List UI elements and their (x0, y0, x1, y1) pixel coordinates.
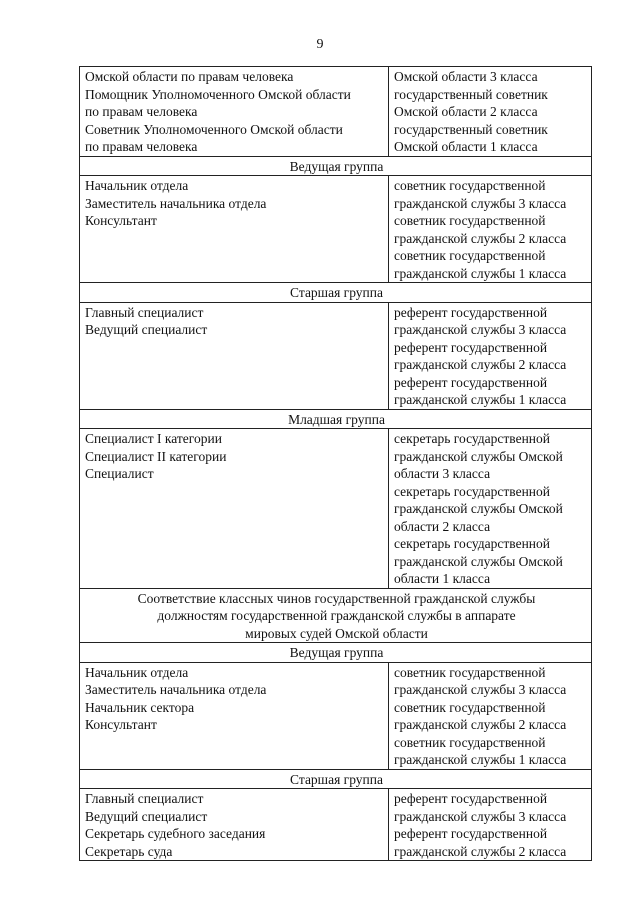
class-rank-line: гражданской службы 2 класса (394, 717, 567, 732)
class-rank-line: гражданской службы 2 класса (394, 843, 567, 859)
group-row (80, 156, 592, 176)
position-line: Начальник сектора (85, 699, 195, 715)
class-rank-line: советник государственной (394, 213, 546, 228)
position-line: Специалист (85, 466, 154, 481)
position-line: Консультант (85, 717, 157, 732)
class-rank-line: Омской области 2 класса (394, 104, 538, 119)
group-row (80, 283, 592, 303)
class-ranks-cell (389, 429, 592, 589)
group-row (80, 409, 592, 429)
position-line: Секретарь суда (85, 843, 173, 859)
class-ranks-cell (389, 302, 592, 409)
group-row (80, 643, 592, 663)
class-rank-line: области 3 класса (394, 466, 491, 481)
class-rank-line: Омской области 1 класса (394, 139, 538, 154)
class-rank-line: гражданской службы 2 класса (394, 230, 567, 246)
position-line: Специалист II категории (85, 448, 227, 464)
class-rank-line: секретарь государственной (394, 483, 551, 499)
class-rank-line: гражданской службы 3 класса (394, 195, 567, 211)
group-title: Ведущая группа (80, 156, 592, 176)
position-line: Омской области по правам человека (85, 69, 294, 84)
class-rank-line: гражданской службы 2 класса (394, 357, 567, 372)
class-rank-table (79, 66, 592, 861)
class-ranks-cell (389, 176, 592, 283)
position-line: Заместитель начальника отдела (85, 195, 267, 211)
position-row (80, 429, 592, 589)
class-rank-line: гражданской службы 1 класса (394, 752, 567, 767)
position-line: Советник Уполномоченного Омской области (85, 121, 343, 137)
group-title: Старшая группа (80, 769, 592, 789)
position-line: Помощник Уполномоченного Омской области (85, 86, 351, 102)
table-body (80, 67, 592, 861)
group-title: Младшая группа (80, 409, 592, 429)
class-rank-line: советник государственной (394, 178, 546, 193)
position-line: Заместитель начальника отдела (85, 682, 267, 697)
class-rank-line: секретарь государственной (394, 536, 551, 551)
group-row (80, 769, 592, 789)
position-row (80, 662, 592, 769)
class-ranks-cell (389, 662, 592, 769)
class-rank-line: гражданской службы Омской (394, 448, 563, 464)
class-rank-line: гражданской службы Омской (394, 553, 563, 569)
section-heading-line: мировых судей Омской области (245, 625, 428, 641)
position-row (80, 789, 592, 861)
position-line: Главный специалист (85, 791, 204, 806)
class-ranks-cell (389, 67, 592, 157)
position-line: Главный специалист (85, 304, 204, 320)
positions-cell (80, 789, 389, 861)
position-line: Начальник отдела (85, 664, 189, 680)
section-heading-line: должностям государственной гражданской службы в аппарате (157, 608, 516, 623)
section-heading-line: Соответствие классных чинов государственной гражданской службы (137, 590, 536, 606)
position-line: Ведущий специалист (85, 808, 208, 824)
class-rank-line: советник государственной (394, 699, 546, 715)
positions-cell (80, 662, 389, 769)
class-rank-line: гражданской службы 3 класса (394, 322, 567, 337)
class-rank-line: области 2 класса (394, 518, 491, 534)
class-rank-line: гражданской службы 1 класса (394, 265, 567, 281)
class-rank-line: гражданской службы Омской (394, 501, 563, 516)
class-rank-line: гражданской службы 1 класса (394, 392, 567, 407)
class-rank-line: гражданской службы 3 класса (394, 808, 567, 824)
class-ranks-cell (389, 789, 592, 861)
section-heading (80, 588, 592, 643)
class-rank-line: референт государственной (394, 339, 548, 355)
position-line: по правам человека (85, 104, 198, 119)
class-rank-line: советник государственной (394, 734, 546, 750)
position-row (80, 176, 592, 283)
section-heading-row (80, 588, 592, 643)
group-title: Старшая группа (80, 283, 592, 303)
class-rank-line: советник государственной (394, 248, 546, 263)
class-rank-line: гражданской службы 3 класса (394, 682, 567, 697)
class-rank-line: референт государственной (394, 791, 548, 806)
position-line: Ведущий специалист (85, 322, 208, 337)
positions-cell (80, 176, 389, 283)
position-row (80, 302, 592, 409)
position-line: по правам человека (85, 139, 198, 154)
page-number: 9 (316, 37, 324, 52)
positions-cell (80, 429, 389, 589)
class-rank-line: области 1 класса (394, 571, 491, 586)
position-line: Начальник отдела (85, 178, 189, 193)
class-rank-line: государственный советник (394, 121, 548, 137)
positions-cell (80, 302, 389, 409)
position-line: Секретарь судебного заседания (85, 826, 266, 841)
class-rank-line: советник государственной (394, 664, 546, 680)
class-rank-line: государственный советник (394, 86, 548, 102)
class-rank-line: секретарь государственной (394, 431, 551, 446)
group-title: Ведущая группа (80, 643, 592, 663)
positions-cell (80, 67, 389, 157)
class-rank-line: референт государственной (394, 304, 548, 320)
position-row (80, 67, 592, 157)
class-rank-line: референт государственной (394, 374, 548, 390)
class-rank-line: Омской области 3 класса (394, 69, 538, 84)
class-rank-line: референт государственной (394, 826, 548, 841)
position-line: Специалист I категории (85, 431, 222, 446)
position-line: Консультант (85, 213, 157, 228)
